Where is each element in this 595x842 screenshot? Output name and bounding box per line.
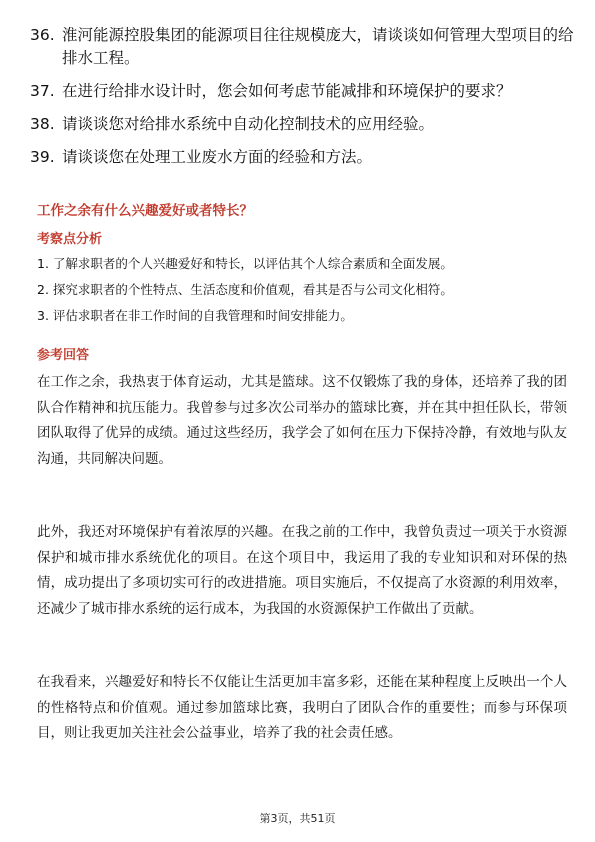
question-number: 37. bbox=[30, 82, 55, 100]
question-text: 淮河能源控股集团的能源项目往往规模庞大，请谈谈如何管理大型项目的给排水工程。 bbox=[62, 26, 574, 67]
question-text: 在进行给排水设计时，您会如何考虑节能减排和环境保护的要求？ bbox=[62, 82, 512, 100]
analysis-item: 2. 探究求职者的个性特点、生活态度和价值观，看其是否与公司文化相符。 bbox=[37, 282, 453, 297]
question-text: 请谈谈您在处理工业废水方面的经验和方法。 bbox=[62, 148, 373, 166]
answer-paragraph: 此外，我还对环境保护有着浓厚的兴趣。在我之前的工作中，我曾负责过一项关于水资源保护和城市排水系统优化的项目。在这个项目中，我运用了我的专业知识和对环保的热情，成功提出了多项切实可行的改进措施。项目实施后，不仅提高了水资源的利用效率，还减少了城市排水系统的运行成本，为我国的水资源保护工作做出了贡献。 bbox=[37, 524, 567, 617]
analysis-list bbox=[37, 255, 567, 333]
analysis-item: 3. 评估求职者在非工作时间的自我管理和时间安排能力。 bbox=[37, 308, 353, 323]
answer-body bbox=[37, 370, 567, 795]
question-item bbox=[30, 24, 575, 70]
question-number: 38. bbox=[30, 115, 55, 133]
analysis-heading: 考察点分析 bbox=[37, 232, 103, 247]
question-number: 39. bbox=[30, 148, 55, 166]
question-text: 请谈谈您对给排水系统中自动化控制技术的应用经验。 bbox=[62, 115, 435, 133]
question-item bbox=[30, 146, 575, 169]
answer-paragraph: 在我看来，兴趣爱好和特长不仅能让生活更加丰富多彩，还能在某种程度上反映出一个人的性格特点和价值观。通过参加篮球比赛，我明白了团队合作的重要性；而参与环保项目，则让我更加关注社会公益事业，培养了我的社会责任感。 bbox=[37, 674, 567, 741]
page-footer: 第3页，共51页 bbox=[259, 812, 336, 825]
question-item bbox=[30, 80, 575, 103]
answer-heading: 参考回答 bbox=[37, 348, 90, 363]
section-title: 工作之余有什么兴趣爱好或者特长？ bbox=[37, 203, 253, 219]
analysis-item: 1. 了解求职者的个人兴趣爱好和特长，以评估其个人综合素质和全面发展。 bbox=[37, 256, 453, 271]
question-number: 36. bbox=[30, 26, 55, 44]
question-item bbox=[30, 113, 575, 136]
question-list bbox=[30, 24, 575, 179]
answer-paragraph: 在工作之余，我热衷于体育运动，尤其是篮球。这不仅锻炼了我的身体，还培养了我的团队合作精神和抗压能力。我曾参与过多次公司举办的篮球比赛，并在其中担任队长，带领团队取得了优异的成绩。通过这些经历，我学会了如何在压力下保持冷静，有效地与队友沟通，共同解决问题。 bbox=[37, 374, 567, 467]
